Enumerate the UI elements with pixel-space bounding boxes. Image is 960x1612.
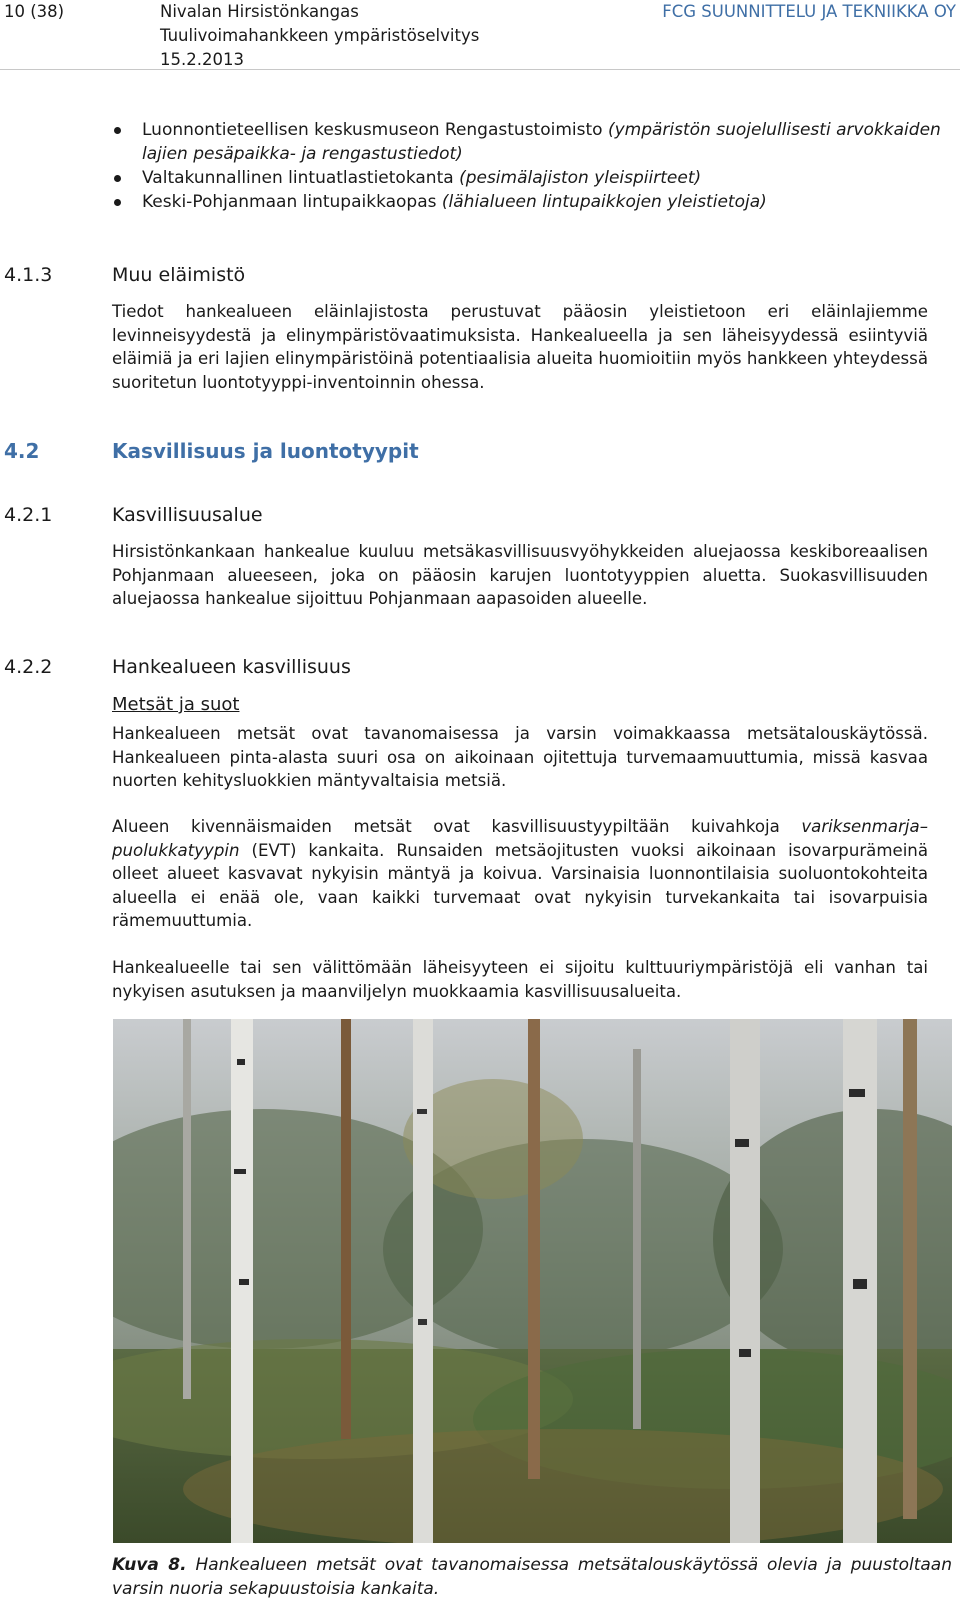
report-title: Tuulivoimahankkeen ympäristöselvitys: [160, 26, 480, 45]
list-item: [112, 190, 958, 214]
text-span: Alueen kivennäismaiden metsät ovat kasvillisuustyypiltään kuivahkoja: [112, 817, 802, 836]
source-note: (lähialueen lintupaikkojen yleistietoja): [441, 192, 767, 212]
report-date: 15.2.2013: [160, 50, 244, 69]
source-note: (pesimälajiston yleispiirteet): [459, 168, 702, 188]
section-number: 4.2.1: [4, 504, 53, 526]
caption-text: Hankealueen metsät ovat tavanomaisessa metsätalouskäytössä olevia ja puustoltaan varsin nuoria sekapuustoisia kankaita.: [112, 1555, 952, 1599]
list-item: [112, 118, 958, 166]
header-divider: [0, 69, 960, 70]
section-title: Kasvillisuus ja luontotyypit: [112, 439, 419, 463]
section-number: 4.2: [4, 439, 40, 463]
paragraph: Hankealueen metsät ovat tavanomaisessa ja varsin voimakkaassa metsätalouskäytössä. Hankealueen pinta-alasta suuri osa on aikoinaan ojitettuja turvemaamuuttumia, missä kasvaa nuorten kehitysluokkien mäntyvaltaisia metsiä.: [112, 724, 928, 790]
company-name: FCG SUUNNITTELU JA TEKNIIKKA OY: [662, 2, 956, 21]
species-type: variksenmarja–puolukkatyypin: [112, 817, 928, 860]
section-number: 4.1.3: [4, 264, 53, 286]
source-name: Valtakunnallinen lintuatlastietokanta: [142, 168, 460, 188]
source-name: Keski-Pohjanmaan lintupaikkaopas: [142, 192, 442, 212]
section-title: Muu eläimistö: [112, 264, 246, 286]
header-titles: [160, 0, 479, 72]
section-title: Kasvillisuusalue: [112, 504, 263, 526]
figure-caption: [112, 1553, 952, 1601]
section-number: 4.2.2: [4, 656, 53, 678]
paragraph: Hirsistönkankaan hankealue kuuluu metsäkasvillisuusvyöhykkeiden aluejaossa keskiboreaalisen Pohjanmaan alueeseen, joka on pääosin karujen luontotyyppien aluetta. Suokasvillisuuden aluejaossa hankealue sijoittuu Pohjanmaan aapasoiden alueelle.: [112, 542, 928, 608]
section-title: Hankealueen kasvillisuus: [112, 656, 351, 678]
page-number: 10 (38): [4, 2, 65, 21]
source-note: (ympäristön suojelullisesti arvokkaiden lajien pesäpaikka- ja rengastustiedot): [142, 120, 941, 164]
source-name: Luonnontieteellisen keskusmuseon Rengastustoimisto: [142, 120, 608, 140]
project-name: Nivalan Hirsistönkangas: [160, 2, 359, 21]
figure-label: Kuva 8.: [112, 1555, 187, 1575]
page-header: [0, 0, 960, 68]
source-list: [112, 118, 958, 214]
subheading: Metsät ja suot: [112, 694, 240, 715]
text-span: (EVT) kankaita. Runsaiden metsäojitusten vuoksi aikoinaan isovarpurämeinä olleet alueet kasvavat nykyisin mäntyä ja koivua. Varsinaisia luonnontilaisia suoluontokohteita alueella ei enää ole, vaan kaikki turvemaat ovat nykyisin turvekankaita tai isovarpuisia rämemuuttumia.: [112, 840, 928, 930]
paragraph: Tiedot hankealueen eläinlajistosta perustuvat pääosin yleistietoon eri eläinlajiemme levinneisyydestä ja elinympäristövaatimuksista. Hankealueella ja sen läheisyydessä esiintyviä eläimiä ja eri lajien elinympäristöinä potentiaalisia alueita huomioitiin myös hankkeen yhteydessä suoritetun luontotyyppi-inventoinnin ohessa.: [112, 302, 928, 392]
paragraph: Hankealueelle tai sen välittömään läheisyyteen ei sijoitu kulttuuriympäristöjä eli vanhan tai nykyisen asutuksen ja maanviljelyn muokkaamia kasvillisuusalueita.: [112, 958, 928, 1001]
paragraph: [112, 815, 928, 933]
forest-photo: [113, 1019, 952, 1543]
forest-photo-drawing: [113, 1019, 952, 1543]
list-item: [112, 166, 958, 190]
